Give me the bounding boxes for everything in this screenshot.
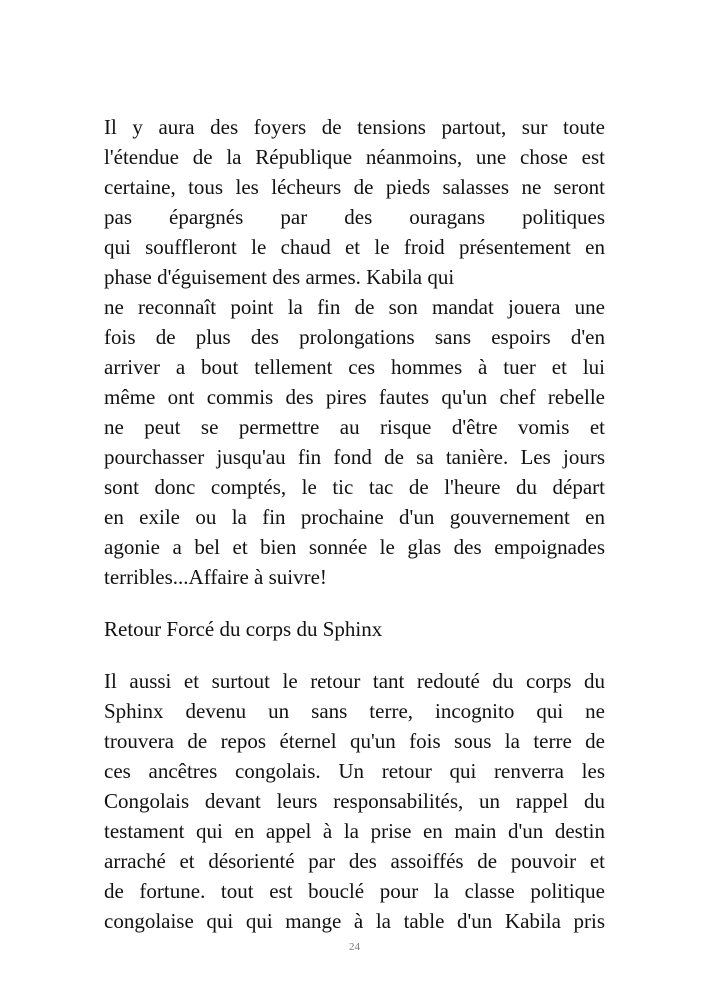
text-line: trouvera de repos éternel qu'un fois sous la terre de xyxy=(104,729,605,753)
text-line: agonie a bel et bien sonnée le glas des empoignades xyxy=(104,535,605,559)
text-line: même ont commis des pires fautes qu'un chef rebelle xyxy=(104,385,605,409)
text-line: ces ancêtres congolais. Un retour qui renverra les xyxy=(104,759,605,783)
text-line: certaine, tous les lécheurs de pieds salasses ne seront xyxy=(104,175,605,199)
section-heading-block xyxy=(104,614,605,644)
text-line: ne reconnaît point la fin de son mandat jouera une xyxy=(104,295,605,319)
text-line: arraché et désorienté par des assoiffés de pouvoir et xyxy=(104,849,605,873)
text-line: Congolais devant leurs responsabilités, un rappel du xyxy=(104,789,605,813)
page-number: 24 xyxy=(349,941,360,953)
text-line: en exile ou la fin prochaine d'un gouvernement en xyxy=(104,505,605,529)
text-line: de fortune. tout est bouclé pour la classe politique xyxy=(104,879,605,903)
text-line: terribles...Affaire à suivre! xyxy=(104,565,327,589)
text-line: qui souffleront le chaud et le froid présentement en xyxy=(104,235,605,259)
text-line: ne peut se permettre au risque d'être vomis et xyxy=(104,415,605,439)
text-line: l'étendue de la République néanmoins, une chose est xyxy=(104,145,605,169)
text-line: Il aussi et surtout le retour tant redouté du corps du xyxy=(104,669,605,693)
text-line: sont donc comptés, le tic tac de l'heure du départ xyxy=(104,475,605,499)
text-line: arriver a bout tellement ces hommes à tuer et lui xyxy=(104,355,605,379)
text-line: pourchasser jusqu'au fin fond de sa tanière. Les jours xyxy=(104,445,605,469)
text-line: fois de plus des prolongations sans espoirs d'en xyxy=(104,325,605,349)
text-line: pas épargnés par des ouragans politiques xyxy=(104,205,605,229)
text-line: congolaise qui qui mange à la table d'un Kabila pris xyxy=(104,909,605,933)
section-heading: Retour Forcé du corps du Sphinx xyxy=(104,617,383,641)
text-line: phase d'éguisement des armes. Kabila qui xyxy=(104,265,455,289)
page-body xyxy=(104,112,605,936)
paragraph-tensions xyxy=(104,112,605,592)
text-line: Il y aura des foyers de tensions partout, sur toute xyxy=(104,115,605,139)
text-line: testament qui en appel à la prise en main d'un destin xyxy=(104,819,605,843)
text-line: Sphinx devenu un sans terre, incognito qui ne xyxy=(104,699,605,723)
paragraph-sphinx xyxy=(104,666,605,936)
